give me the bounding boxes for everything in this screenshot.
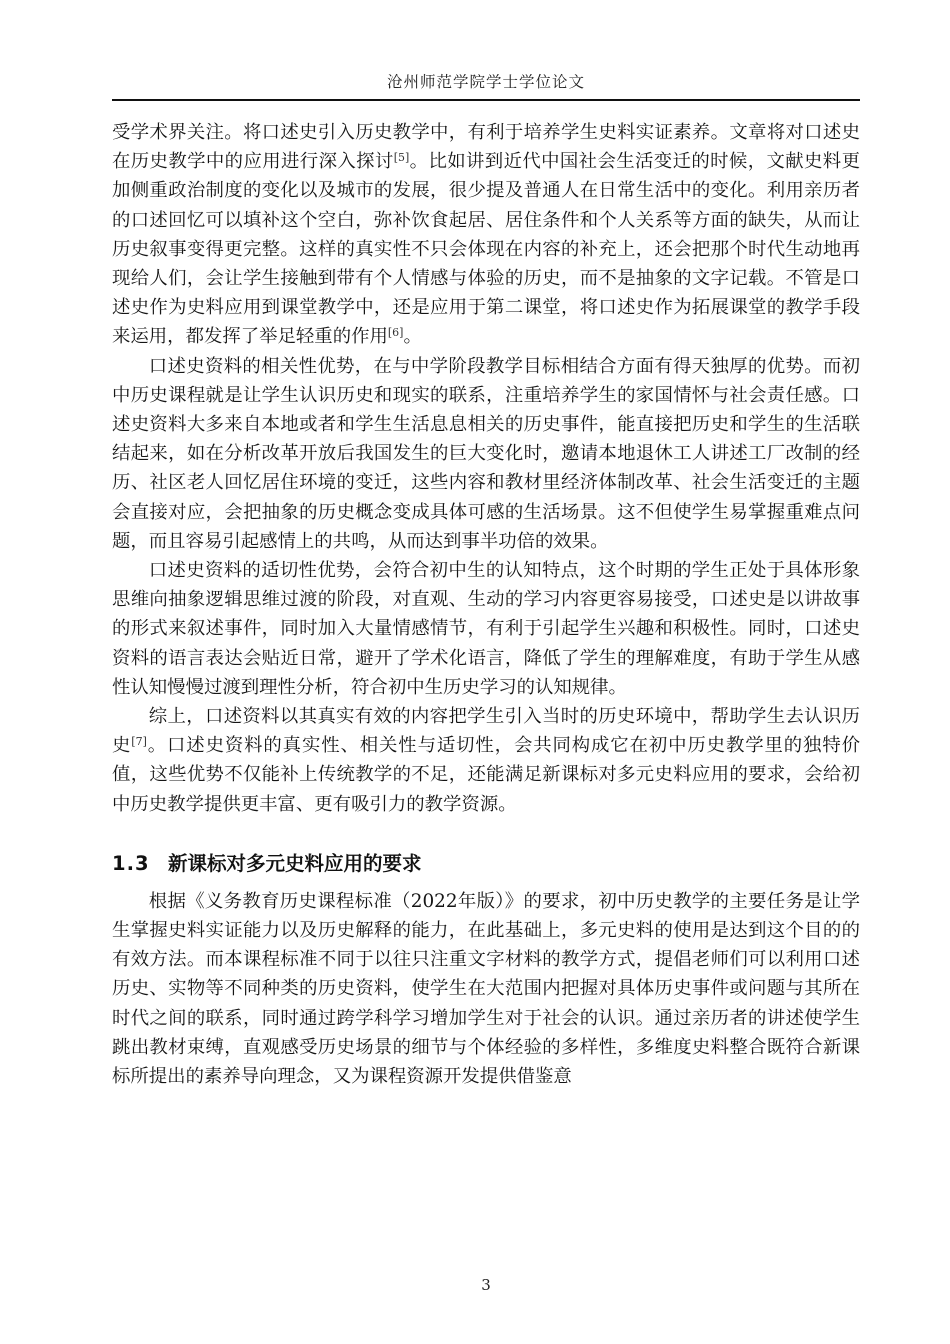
paragraph-2: 口述史资料的相关性优势，在与中学阶段教学目标相结合方面有得天独厚的优势。而初中历史课程就是让学生认识历史和现实的联系，注重培养学生的家国情怀与社会责任感。口述史资料大多来自本地或者和学生生活息息相关的历史事件，能直接把历史和学生的生活联结起来，如在分析改革开放后我国发生的巨大变化时，邀请本地退休工人讲述工厂改制的经历、社区老人回忆居住环境的变迁，这些内容和教材里经济体制改革、社会生活变迁的主题会直接对应，会把抽象的历史概念变成具体可感的生活场景。这不但使学生易掌握重难点问题，而且容易引起感情上的共鸣，从而达到事半功倍的效果。 [112,355,860,552]
page-number: 3 [481,1276,491,1294]
paragraph-1 [112,118,860,352]
paragraph-4 [112,702,860,819]
citation-6: [6] [387,326,404,340]
main-body [112,118,860,1091]
section-number: 1.3 [112,851,150,875]
paragraph-1-text-a: 受学术界关注。将口述史引入历史教学中，有利于培养学生史料实证素养。文章将对口述史在历史教学中的应用进行深入探讨 [112,122,860,173]
citation-7: [7] [131,735,147,749]
section-heading [112,849,860,879]
paragraph-1-text-b: 。比如讲到近代中国社会生活变迁的时候，文献史料更加侧重政治制度的变化以及城市的发展，很少提及普通人在日常生活中的变化。利用亲历者的口述回忆可以填补这个空白，弥补饮食起居、居住条件和个人关系等方面的缺失，从而让历史叙事变得更完整。这样的真实性不只会体现在内容的补充上，还会把那个时代生动地再现给人们，会让学生接触到带有个人情感与体验的历史，而不是抽象的文字记载。不管是口述史作为史料应用到课堂教学中，还是应用于第二课堂，将口述史作为拓展课堂的教学手段来运用，都发挥了举足轻重的作用 [112,151,860,348]
header-divider [112,99,860,101]
paragraph-3: 口述史资料的适切性优势，会符合初中生的认知特点，这个时期的学生正处于具体形象思维向抽象逻辑思维过渡的阶段，对直观、生动的学习内容更容易接受，口述史是以讲故事的形式来叙述事件，同时加入大量情感情节，有利于引起学生兴趣和积极性。同时，口述史资料的语言表达会贴近日常，避开了学术化语言，降低了学生的理解难度，有助于学生从感性认知慢慢过渡到理性分析，符合初中生历史学习的认知规律。 [112,560,860,698]
citation-5: [5] [393,151,410,165]
paragraph-4-text-a: 综上，口述资料以其真实有效的内容把学生引入当时的历史环境中，帮助学生去认识历史 [112,706,860,757]
paragraph-1-text-c: 。 [403,326,422,348]
section-title: 新课标对多元史料应用的要求 [168,851,422,875]
page-header-title: 沧州师范学院学士学位论文 [386,73,585,91]
section-paragraph: 根据《义务教育历史课程标准（2022年版）》的要求，初中历史教学的主要任务是让学生掌握史料实证能力以及历史解释的能力，在此基础上，多元史料的使用是达到这个目的的有效方法。而本课程标准不同于以往只注重文字材料的教学方式，提倡老师们可以利用口述历史、实物等不同种类的历史资料，使学生在大范围内把握对具体历史事件或问题与其所在时代之间的联系，同时通过跨学科学习增加学生对于社会的认识。通过亲历者的讲述使学生跳出教材束缚，直观感受历史场景的细节与个体经验的多样性，多维度史料整合既符合新课标所提出的素养导向理念，又为课程资源开发提供借鉴意 [112,890,860,1088]
paragraph-4-text-b: 。口述史资料的真实性、相关性与适切性，会共同构成它在初中历史教学里的独特价值，这些优势不仅能补上传统教学的不足，还能满足新课标对多元史料应用的要求，会给初中历史教学提供更丰富、更有吸引力的教学资源。 [112,735,860,815]
